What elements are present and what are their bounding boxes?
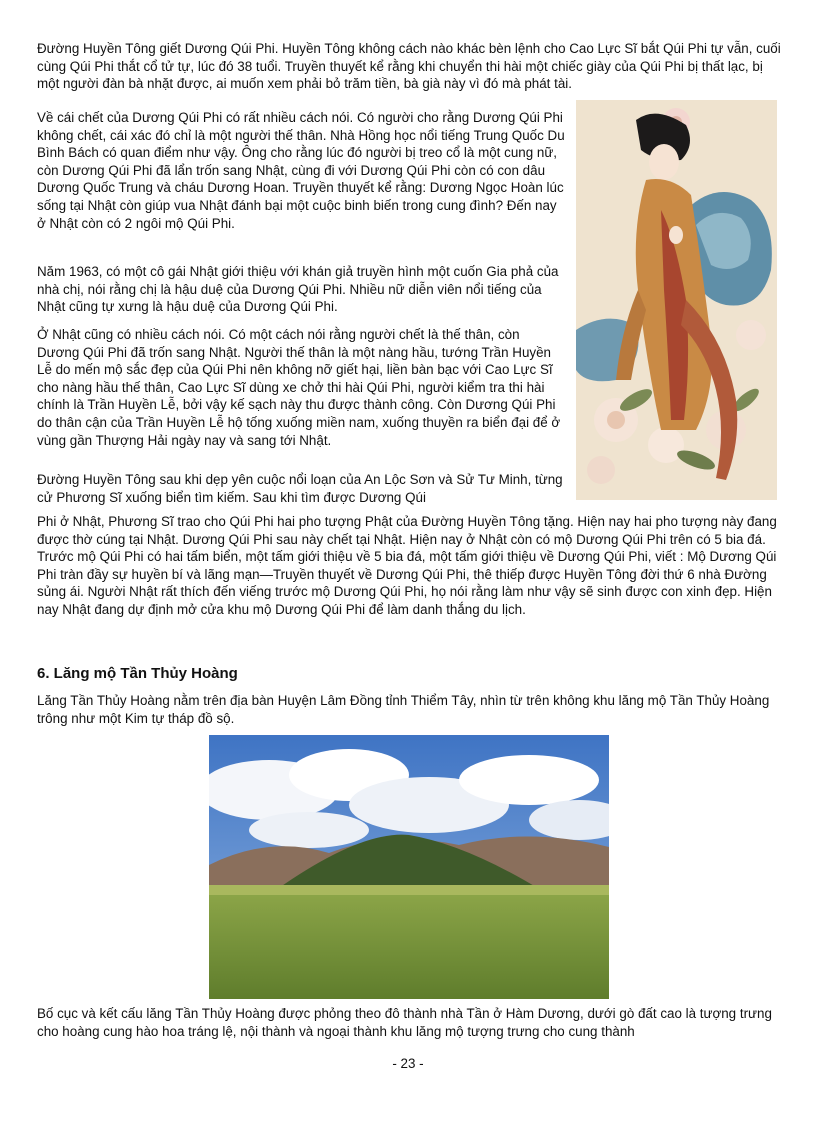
mausoleum-photo <box>209 735 609 999</box>
yang-guifei-painting <box>576 100 777 500</box>
paragraph-japan-tomb: Phi ở Nhật, Phương Sĩ trao cho Qúi Phi hai pho tượng Phật của Đường Huyền Tông tặng. Hiện nay hai pho tượng này đang được thờ cúng tại Nhật. Dương Qúi Phi sau này chết tại Nhật. Hiện nay ở Nhật còn có mộ Dương Qúi Phi trên có 5 bia đá. Trước mộ Qúi Phi có hai tấm biển, một tấm giới thiệu về 5 bia đá, một tấm giới thiệu về Dương Qúi Phi, viết : Mộ Dương Qúi Phi tràn đầy sự huyền bí và lãng mạn—Truyền thuyết về Dương Qúi Phi, thê thiếp được Huyền Tông đời thứ 6 nhà Đường sủng ái. Người Nhật rất thích đến viếng trước mộ Dương Qúi Phi, họ nói rằng làm như vậy sẽ sinh được con xinh đẹp. Hiện nay Nhật đang dự định mở cửa khu mộ Dương Qúi Phi để làm danh thắng du lịch. <box>37 514 777 617</box>
page-number: - 23 - <box>392 1056 424 1071</box>
section-heading: 6. Lăng mộ Tần Thủy Hoàng <box>37 665 238 682</box>
paragraph-qui-phi-death: Đường Huyền Tông giết Dương Qúi Phi. Huyền Tông không cách nào khác bèn lệnh cho Cao Lực Sĩ bắt Qúi Phi tự vẫn, cuối cùng Qúi Phi thắt cổ tử tự, lúc đó 38 tuổi. Truyền thuyết kể rằng khi chuyển thi hài một chiếc giày của Qúi Phi bị thất lạc, bị một người đàn bà nhặt được, ai muốn xem phải bỏ trăm tiền, bà già này vì đó mà phát tài. <box>37 41 781 92</box>
paragraph-body-double: Ở Nhật cũng có nhiều cách nói. Có một cách nói rằng người chết là thế thân, còn Dương Qúi Phi đã trốn sang Nhật. Người thế thân là một nàng hầu, tướng Trần Huyền Lễ do mến mộ sắc đẹp của Qúi Phi nên không nỡ giết hại, liền bàn bạc với Cao Lực Sĩ cho nàng hầu thế thân, Cao Lực Sĩ dùng xe chở thi hài Qúi Phi, người kiểm tra thi hài chính là Trần Huyền Lễ, bởi vậy kế sạch này thu được thành công. Còn Dương Qúi Phi do thân cận của Trần Huyền Lễ hộ tống xuống miền nam, xuống thuyền ra biển đại để ở vùng gần Thượng Hải ngày nay và sang tới Nhật. <box>37 327 561 448</box>
paragraph-mausoleum-layout: Bố cục và kết cấu lăng Tần Thủy Hoàng được phỏng theo đô thành nhà Tần ở Hàm Dương, dưới gò đất cao là tượng trưng cho hoàng cung hào hoa tráng lệ, nội thành và ngoại thành khu lăng mộ tượng trưng cho cung thành <box>37 1006 772 1039</box>
paragraph-japanese-descendant: Năm 1963, có một cô gái Nhật giới thiệu với khán giả truyền hình một cuốn Gia phả của nhà chị, nói rằng chị là hậu duệ của Dương Qúi Phi. Nhiều nữ diễn viên nổi tiếng của Nhật cũng tự xưng là hậu duệ của Dương Qúi Phi. <box>37 264 559 315</box>
paragraph-mausoleum-intro: Lăng Tần Thủy Hoàng nằm trên địa bàn Huyện Lâm Đồng tỉnh Thiểm Tây, nhìn từ trên không khu lăng mộ Tần Thủy Hoàng trông như một Kim tự tháp đồ sộ. <box>37 693 770 726</box>
paragraph-search-start: Đường Huyền Tông sau khi dẹp yên cuộc nổi loạn của An Lộc Sơn và Sử Tư Minh, từng cử Phương Sĩ xuống biển tìm kiếm. Sau khi tìm được Dương Qúi <box>37 472 563 505</box>
paragraph-death-theories: Về cái chết của Dương Qúi Phi có rất nhiều cách nói. Có người cho rằng Dương Qúi Phi không chết, cái xác đó chỉ là một người thế thân. Nhà Hồng học nổi tiếng Trung Quốc Du Bình Bách có quan điểm như vậy. Ông cho rằng lúc đó người bị treo cổ là một cung nữ, còn Dương Qúi Phi đã lẩn trốn sang Nhật, cùng đi với Dương Qúi Phi còn có con dâu Dương Quốc Trung và cháu Dương Hoan. Truyền thuyết kể rằng: Dương Ngọc Hoàn lúc sống tại Nhật còn giúp vua Nhật đánh bại một cuộc binh biến trong cung đình? Đến nay ở Nhật còn có 2 ngôi mộ Qúi Phi. <box>37 110 565 231</box>
